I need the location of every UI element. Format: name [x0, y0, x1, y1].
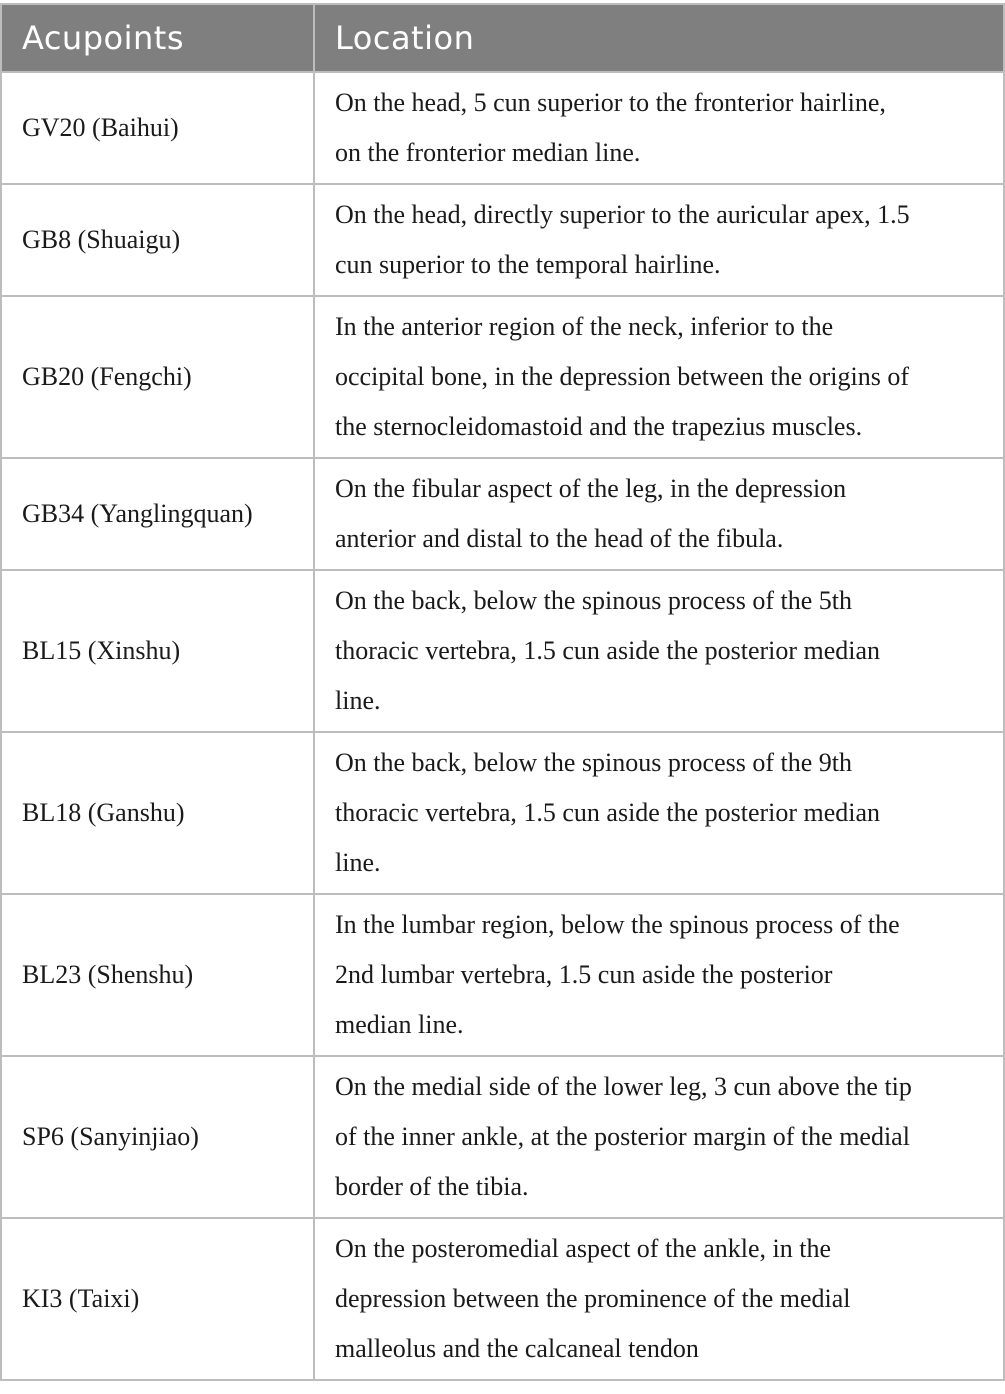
table-row: [1, 732, 1004, 894]
location-line: On the fibular aspect of the leg, in the depression: [335, 474, 847, 503]
location-line: On the back, below the spinous process of the 5th: [335, 586, 853, 615]
table-row: [1, 570, 1004, 732]
location-cell: [314, 72, 1004, 184]
location-line: On the head, directly superior to the auricular apex, 1.5: [335, 200, 910, 229]
location-line: On the medial side of the lower leg, 3 cun above the tip: [335, 1072, 912, 1101]
location-cell: [314, 458, 1004, 570]
location-cell: [314, 732, 1004, 894]
acupoint-cell: SP6 (Sanyinjiao): [1, 1056, 314, 1218]
header-acupoints: Acupoints: [1, 4, 314, 72]
acupoint-cell: BL18 (Ganshu): [1, 732, 314, 894]
location-line: line.: [335, 848, 381, 877]
location-line: line.: [335, 686, 381, 715]
location-line: malleolus and the calcaneal tendon: [335, 1334, 699, 1363]
table-row: [1, 184, 1004, 296]
location-line: the sternocleidomastoid and the trapezius muscles.: [335, 412, 863, 441]
location-cell: [314, 1056, 1004, 1218]
location-cell: [314, 570, 1004, 732]
location-line: thoracic vertebra, 1.5 cun aside the posterior median: [335, 636, 881, 665]
location-line: On the back, below the spinous process of the 9th: [335, 748, 853, 777]
table-row: [1, 296, 1004, 458]
table-row: [1, 72, 1004, 184]
acupoint-cell: GB34 (Yanglingquan): [1, 458, 314, 570]
acupoint-cell: BL15 (Xinshu): [1, 570, 314, 732]
location-cell: [314, 894, 1004, 1056]
location-line: In the lumbar region, below the spinous process of the: [335, 910, 900, 939]
location-line: median line.: [335, 1010, 464, 1039]
location-line: In the anterior region of the neck, inferior to the: [335, 312, 834, 341]
table-row: [1, 458, 1004, 570]
header-location: Location: [314, 4, 1004, 72]
location-cell: [314, 1218, 1004, 1380]
table-header-row: [1, 4, 1004, 72]
location-line: border of the tibia.: [335, 1172, 529, 1201]
location-line: On the posteromedial aspect of the ankle, in the: [335, 1234, 832, 1263]
location-line: on the fronterior median line.: [335, 138, 641, 167]
location-line: 2nd lumbar vertebra, 1.5 cun aside the posterior: [335, 960, 833, 989]
location-line: anterior and distal to the head of the fibula.: [335, 524, 784, 553]
location-line: occipital bone, in the depression between the origins of: [335, 362, 910, 391]
location-line: On the head, 5 cun superior to the fronterior hairline,: [335, 88, 886, 117]
location-line: cun superior to the temporal hairline.: [335, 250, 721, 279]
table-row: [1, 1056, 1004, 1218]
location-line: thoracic vertebra, 1.5 cun aside the posterior median: [335, 798, 881, 827]
acupoint-cell: GB8 (Shuaigu): [1, 184, 314, 296]
acupoint-cell: BL23 (Shenshu): [1, 894, 314, 1056]
table-row: [1, 1218, 1004, 1380]
acupoints-table: [0, 3, 1005, 1381]
acupoint-cell: KI3 (Taixi): [1, 1218, 314, 1380]
acupoint-cell: GB20 (Fengchi): [1, 296, 314, 458]
location-line: depression between the prominence of the medial: [335, 1284, 851, 1313]
location-line: of the inner ankle, at the posterior margin of the medial: [335, 1122, 910, 1151]
acupoint-cell: GV20 (Baihui): [1, 72, 314, 184]
location-cell: [314, 296, 1004, 458]
table-row: [1, 894, 1004, 1056]
location-cell: [314, 184, 1004, 296]
